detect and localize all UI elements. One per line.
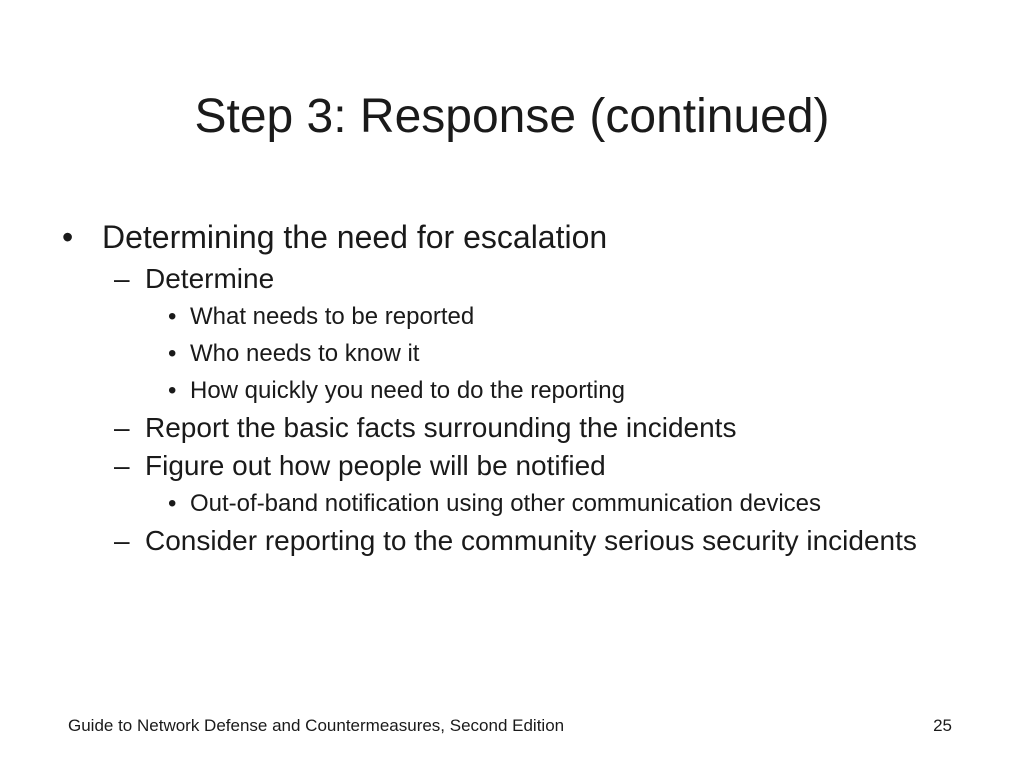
bullet-marker: • (168, 303, 177, 330)
bullet-marker: • (168, 377, 177, 404)
sub-sub-bullet-item (168, 374, 958, 407)
sub-bullet-item (114, 524, 958, 558)
dash-marker: – (114, 263, 130, 294)
footer-book-title: Guide to Network Defense and Countermeasures, Second Edition (68, 716, 565, 735)
sub-bullet-item (114, 262, 958, 296)
footer-page-number: 25 (933, 716, 952, 735)
dash-marker: – (114, 450, 130, 481)
dash-marker: – (114, 412, 130, 443)
sub-sub-bullet-text: Out-of-band notification using other communication devices (190, 490, 822, 517)
sub-sub-bullet-text: How quickly you need to do the reporting (190, 377, 625, 404)
sub-sub-bullet-item (168, 487, 958, 520)
sub-sub-bullet-item (168, 300, 958, 333)
bullet-text: Determining the need for escalation (102, 219, 608, 255)
sub-bullet-text: Report the basic facts surrounding the incidents (145, 412, 737, 443)
sub-bullet-text: Determine (145, 263, 275, 294)
dash-marker: – (114, 525, 130, 556)
sub-bullet-item (114, 449, 958, 483)
slide-content (58, 216, 958, 562)
sub-bullet-text: Figure out how people will be notified (145, 450, 606, 481)
bullet-marker: • (168, 490, 177, 517)
sub-sub-bullet-item (168, 337, 958, 370)
bullet-marker: • (168, 340, 177, 367)
sub-bullet-item (114, 411, 958, 445)
bullet-item (58, 216, 958, 258)
sub-sub-bullet-text: Who needs to know it (190, 340, 420, 367)
sub-bullet-text: Consider reporting to the community serious security incidents (145, 525, 917, 556)
slide-title: Step 3: Response (continued) (194, 90, 830, 143)
bullet-marker: • (62, 219, 74, 255)
sub-sub-bullet-text: What needs to be reported (190, 303, 475, 330)
